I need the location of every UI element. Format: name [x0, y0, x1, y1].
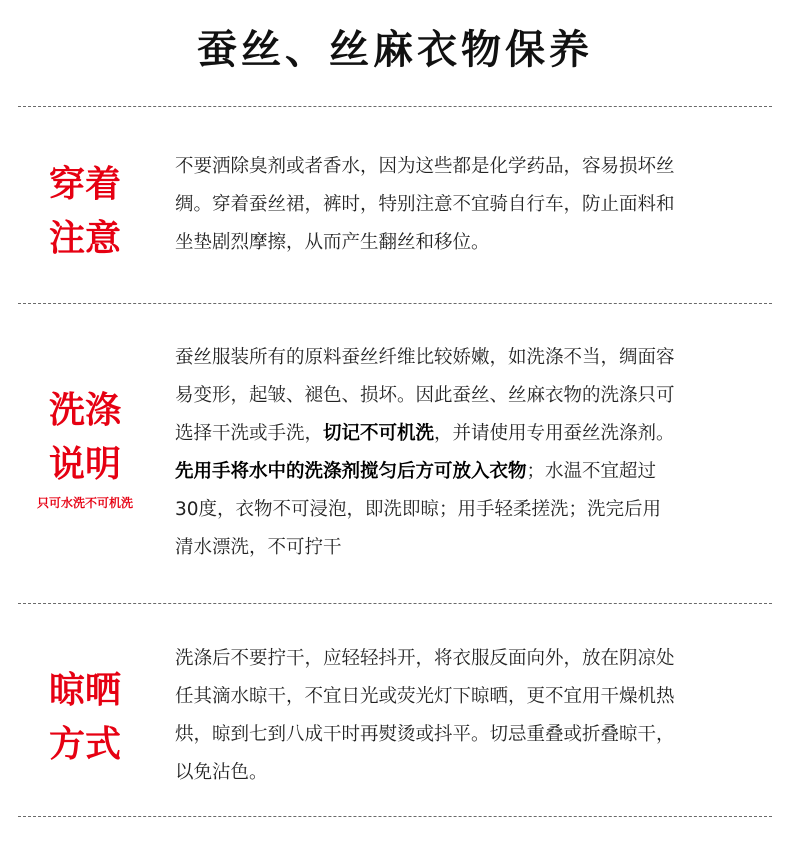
- divider: [18, 303, 772, 304]
- warning-no-machine-wash: 切记不可机洗: [323, 423, 435, 444]
- section-heading-line: 穿着: [48, 164, 121, 205]
- divider: [18, 106, 772, 107]
- section-heading-line: 注意: [48, 218, 121, 259]
- section-heading-line: 说明: [48, 444, 121, 485]
- body-line: 易变形，起皱、褪色、损坏。因此蚕丝、丝麻衣物的洗涤只可: [175, 385, 675, 406]
- warning-dissolve-first: 先用手将水中的洗涤剂搅匀后方可放入衣物: [175, 461, 527, 482]
- section-heading-wash: [20, 384, 150, 512]
- section-heading-line: 晾晒: [48, 670, 121, 711]
- body-line: [175, 453, 771, 491]
- section-heading-dry: [20, 664, 150, 772]
- section-heading-wear: [20, 158, 150, 266]
- body-line: [175, 415, 771, 453]
- body-line: 绸。穿着蚕丝裙，裤时，特别注意不宜骑自行车，防止面料和: [175, 194, 675, 215]
- divider: [18, 816, 772, 817]
- page-title: 蚕丝、丝麻衣物保养: [197, 26, 593, 73]
- section-body-dry: [175, 640, 771, 792]
- section-heading-line: 方式: [48, 724, 121, 765]
- body-text-segment: 选择干洗或手洗，: [175, 423, 324, 444]
- body-line: 任其滴水晾干，不宜日光或荧光灯下晾晒，更不宜用干燥机热: [175, 686, 675, 707]
- divider: [18, 603, 772, 604]
- section-body-wear: [175, 148, 771, 262]
- section-heading-line: 洗涤: [48, 390, 121, 431]
- body-line: 洗涤后不要拧干，应轻轻抖开，将衣服反面向外，放在阴凉处: [175, 648, 675, 669]
- body-line: 坐垫剧烈摩擦，从而产生翻丝和移位。: [175, 232, 490, 253]
- body-line: 30度，衣物不可浸泡，即洗即晾；用手轻柔搓洗；洗完后用: [175, 499, 662, 520]
- body-line: 不要洒除臭剂或者香水，因为这些都是化学药品，容易损坏丝: [175, 156, 675, 177]
- body-text-segment: ；水温不宜超过: [526, 461, 657, 482]
- body-line: 以免沾色。: [175, 762, 268, 783]
- body-line: 蚕丝服装所有的原料蚕丝纤维比较娇嫩，如洗涤不当，绸面容: [175, 347, 675, 368]
- body-text-segment: ，并请使用专用蚕丝洗涤剂。: [434, 423, 675, 444]
- wash-note: 只可水洗不可机洗: [36, 496, 133, 510]
- body-line: 烘，晾到七到八成干时再熨烫或抖平。切忌重叠或折叠晾干，: [175, 724, 675, 745]
- section-body-wash: [175, 339, 771, 567]
- body-line: 清水漂洗，不可拧干: [175, 537, 342, 558]
